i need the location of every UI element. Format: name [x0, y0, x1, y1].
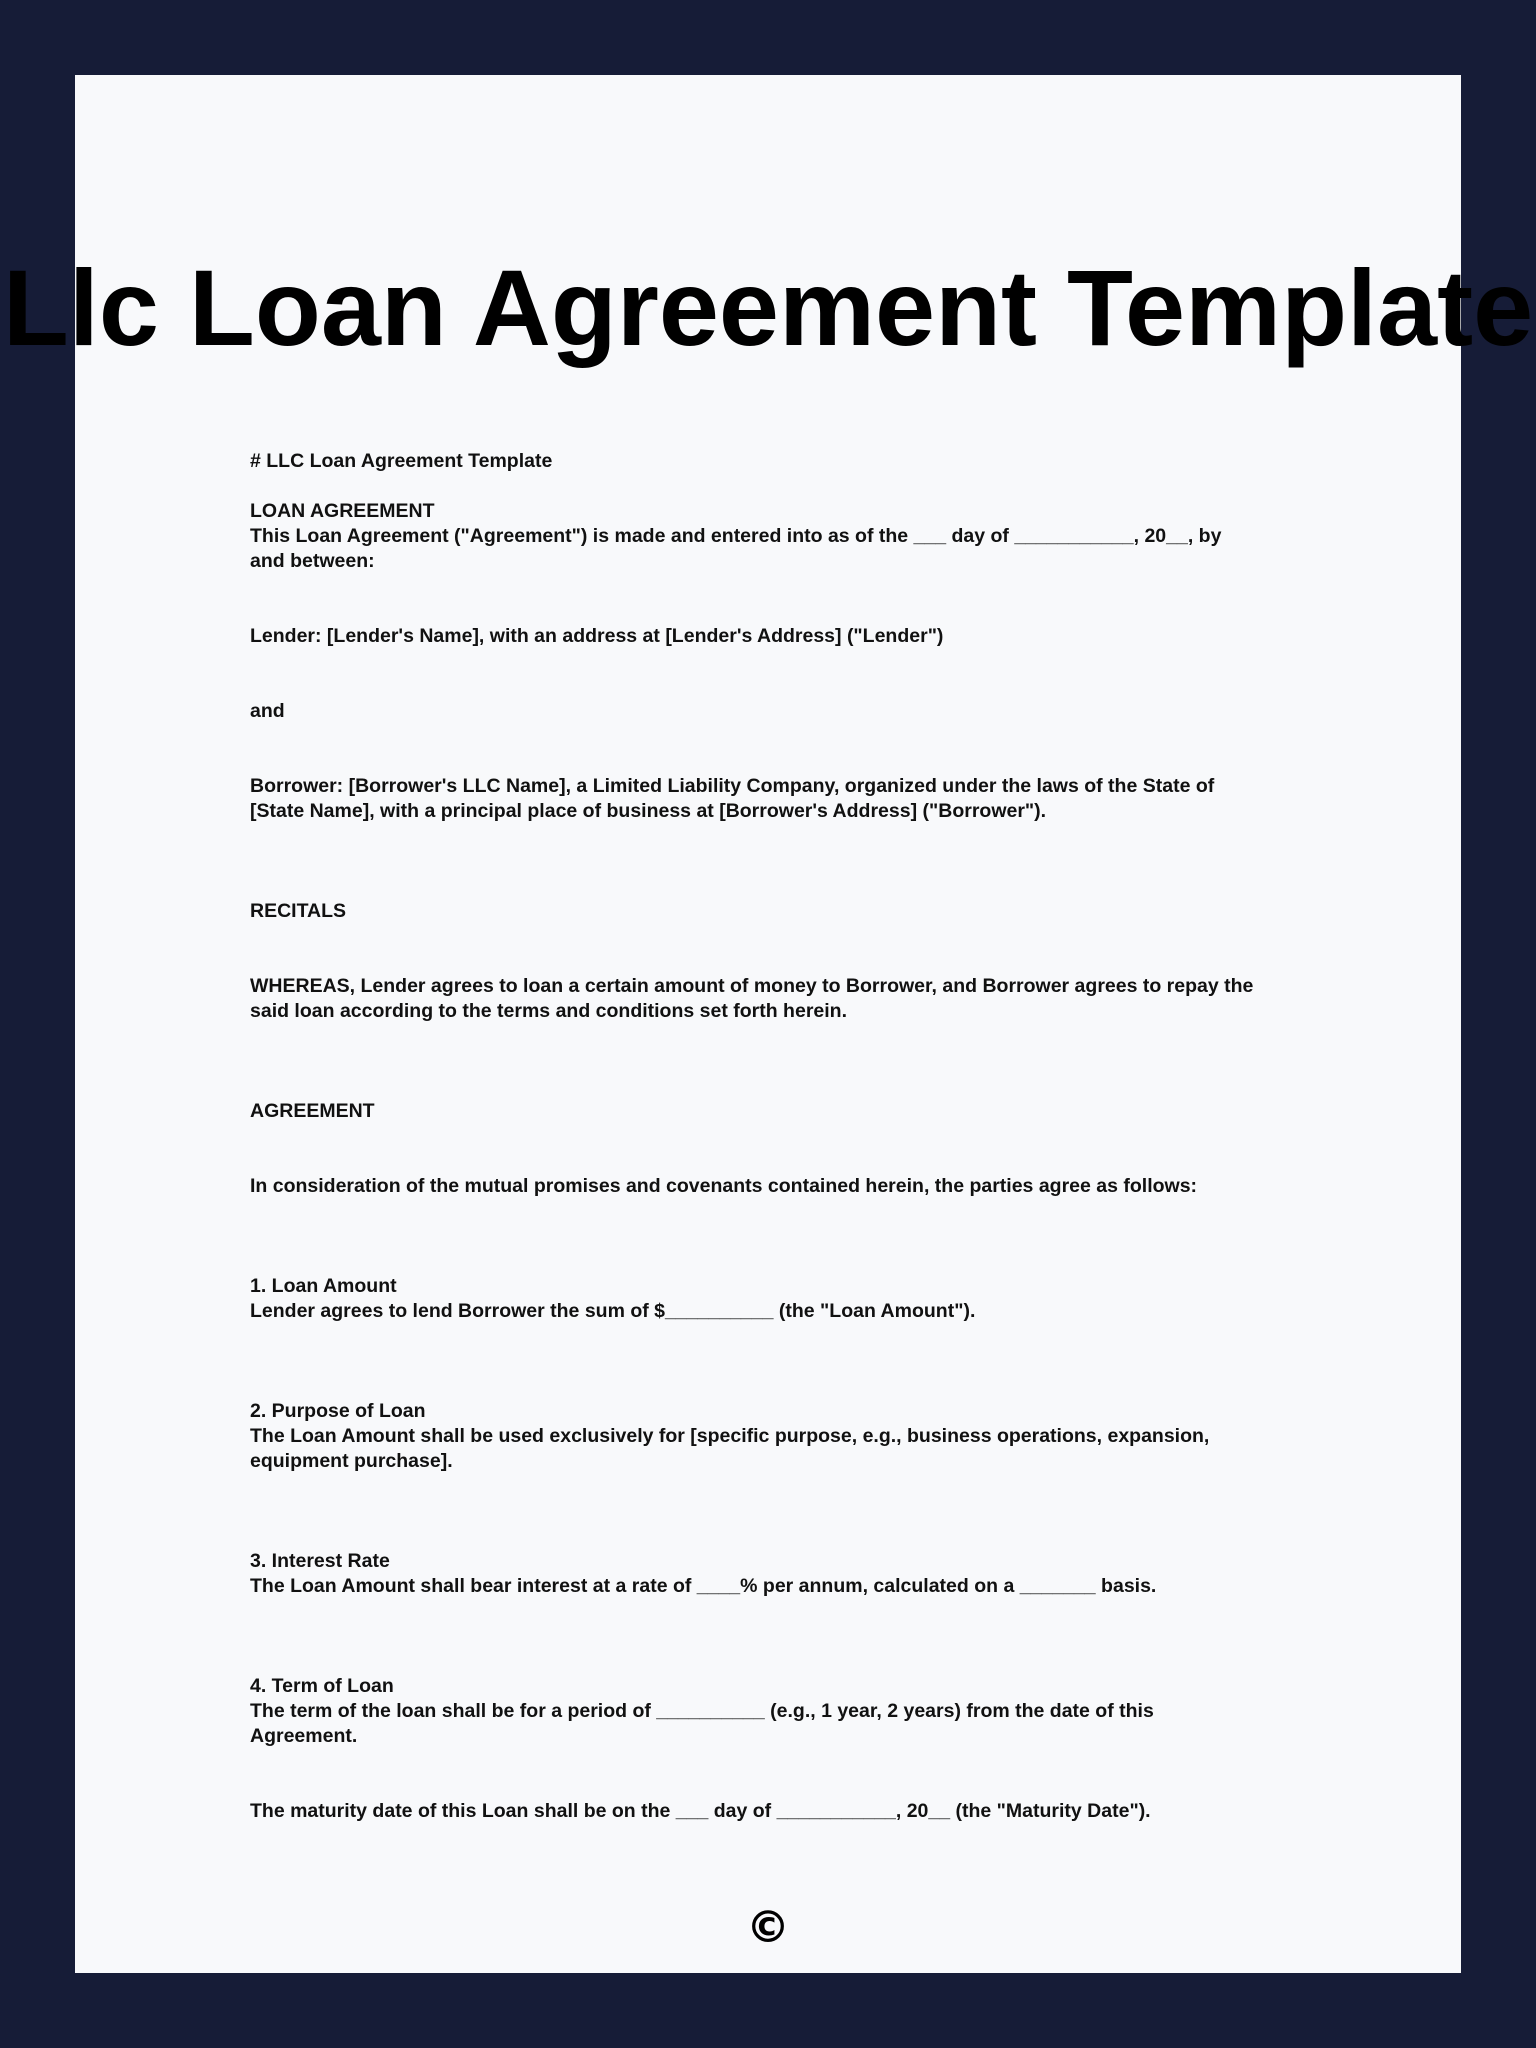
whereas-paragraph: WHEREAS, Lender agrees to loan a certain amount of money to Borrower, and Borrower agrees to repay the said loan according to the terms and conditions set forth herein.: [250, 975, 1254, 1022]
consideration-paragraph: In consideration of the mutual promises and covenants contained herein, the parties agree as follows:: [250, 1175, 1198, 1197]
section-body: The term of the loan shall be for a period of __________ (e.g., 1 year, 2 years) from the date of this Agreement.: [250, 1700, 1154, 1747]
page-title: Llc Loan Agreement Template: [2, 247, 1534, 368]
section-body: Lender agrees to lend Borrower the sum of $__________ (the "Loan Amount").: [250, 1300, 976, 1322]
section-heading: 3. Interest Rate: [250, 1550, 390, 1572]
section-body: The Loan Amount shall bear interest at a rate of ____% per annum, calculated on a _______ basis.: [250, 1575, 1157, 1597]
section-heading: 1. Loan Amount: [250, 1275, 397, 1297]
section-heading: 2. Purpose of Loan: [250, 1400, 426, 1422]
borrower-paragraph: Borrower: [Borrower's LLC Name], a Limited Liability Company, organized under the laws of the State of [State Name], with a principal place of business at [Borrower's Address] ("Borrower").: [250, 775, 1215, 822]
copyright-icon: ©: [746, 1902, 790, 1953]
loan-agreement-heading: LOAN AGREEMENT: [250, 500, 435, 522]
lender-paragraph: Lender: [Lender's Name], with an address at [Lender's Address] ("Lender"): [250, 625, 944, 647]
and-paragraph: and: [250, 700, 285, 722]
document-heading: # LLC Loan Agreement Template: [250, 450, 553, 472]
recitals-heading: RECITALS: [250, 900, 347, 922]
intro-paragraph: This Loan Agreement ("Agreement") is made and entered into as of the ___ day of ___________, 20__, by and between:: [250, 525, 1222, 572]
maturity-paragraph: The maturity date of this Loan shall be on the ___ day of ___________, 20__ (the "Maturity Date").: [250, 1800, 1151, 1822]
section-body: The Loan Amount shall be used exclusively for [specific purpose, e.g., business operations, expansion, equipment purchase].: [250, 1425, 1210, 1472]
document-body: [250, 449, 1260, 1824]
agreement-heading: AGREEMENT: [250, 1100, 375, 1122]
section-heading: 4. Term of Loan: [250, 1675, 394, 1697]
